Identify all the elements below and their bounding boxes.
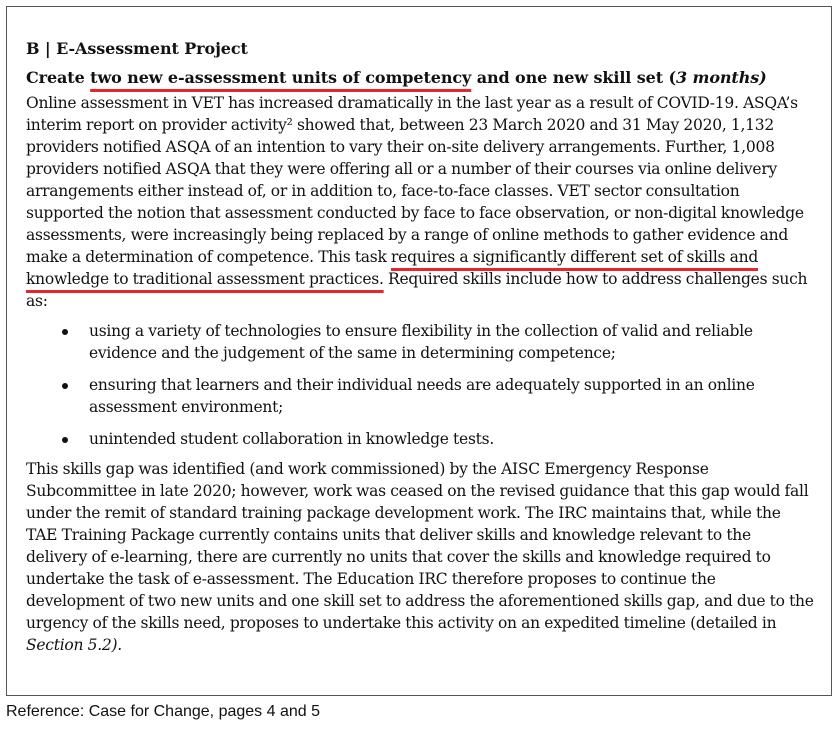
bullet-icon	[62, 437, 68, 443]
intro-paragraph-text: Online assessment in VET has increased dramatically in the last year as a result of COVID-19. ASQA’s interim report on provider activity² showed that, between 23 March 2020 and 31 May 2020, 1,132 providers notified ASQA of an intention to vary their on-site delivery arrangements. Further, 1,008 providers notified ASQA that they were offering all or a number of their courses via online delivery arrangements either instead of, or in addition to, face-to-face classes. VET sector consultation supported the notion that assessment conducted by face to face observation, or non-digital knowledge assessments, were increasingly being replaced by a range of online methods to gather evidence and make a determination of competence. This task	[26, 94, 804, 266]
reference-caption: Reference: Case for Change, pages 4 and 5	[6, 703, 320, 720]
intro-paragraph	[26, 92, 815, 312]
subheading-prefix: Create	[26, 68, 91, 87]
list-item	[26, 428, 815, 450]
section-heading: B | E-Assessment Project	[26, 39, 248, 58]
list-item	[26, 374, 815, 418]
challenges-list	[26, 320, 815, 450]
section-reference: Section 5.2).	[26, 636, 122, 654]
list-item	[26, 320, 815, 364]
intro-paragraph-highlight: requires a significantly different set of skills and knowledge to traditional assessment practices.	[26, 248, 759, 288]
list-item-text: ensuring that learners and their individual needs are adequately supported in an online assessment environment;	[89, 376, 755, 416]
list-item-text: unintended student collaboration in knowledge tests.	[89, 430, 495, 448]
conclusion-paragraph	[26, 458, 815, 656]
section-subheading	[26, 68, 815, 88]
conclusion-paragraph-text: This skills gap was identified (and work commissioned) by the AISC Emergency Response Subcommittee in late 2020; however, work was ceased on the revised guidance that this gap would fall under the remit of standard training package development work. The IRC maintains that, while the TAE Training Package currently contains units that deliver skills and knowledge relevant to the delivery of e-learning, there are currently no units that cover the skills and knowledge required to undertake the task of e-assessment. The Education IRC therefore proposes to continue the development of two new units and one skill set to address the aforementioned skills gap, and due to the urgency of the skills need, proposes to undertake this activity on an expedited timeline (detailed in	[26, 460, 814, 632]
document-excerpt-box	[6, 6, 832, 696]
bullet-icon	[62, 329, 68, 335]
intro-paragraph-tail: Required skills include how to address challenges such as:	[26, 270, 808, 310]
subheading-highlight: two new e-assessment units of competency	[90, 68, 472, 87]
subheading-middle: and one new skill set (	[471, 68, 676, 87]
bullet-icon	[62, 383, 68, 389]
list-item-text: using a variety of technologies to ensure flexibility in the collection of valid and reliable evidence and the judgement of the same in determining competence;	[89, 322, 753, 362]
subheading-duration: 3 months)	[675, 68, 767, 87]
